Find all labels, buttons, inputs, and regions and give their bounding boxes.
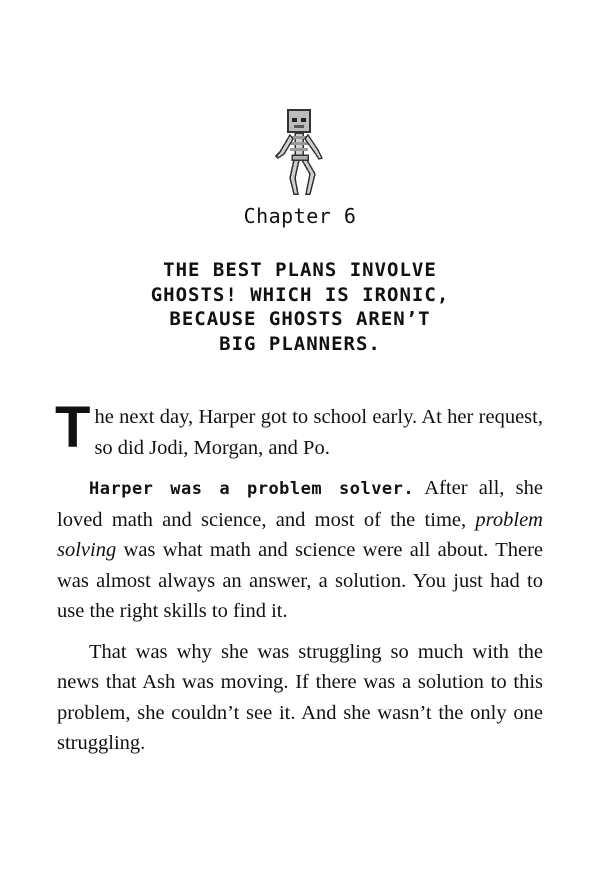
paragraph-3: [57, 637, 543, 759]
paragraph-1-text: he next day, Harper got to school early. At her request, so did Jodi, Morgan, and Po.: [94, 406, 543, 459]
chapter-title-line: BECAUSE GHOSTS AREN’T: [169, 308, 431, 330]
paragraph-2-text-a: After all, she loved math and science, and most of the time,: [57, 477, 543, 531]
paragraph-2-lead-in: Harper was a problem solver.: [89, 479, 415, 499]
chapter-title-line: THE BEST PLANS INVOLVE: [163, 259, 437, 281]
chapter-title-line: BIG PLANNERS.: [219, 332, 381, 355]
paragraph-1: [55, 395, 543, 463]
chapter-title: [100, 258, 500, 356]
chapter-body: [55, 395, 543, 769]
chapter-label: Chapter 6: [243, 204, 357, 228]
paragraph-2-text-b: was what math and science were all about. There was almost always an answer, a solution. You just had to use the right skills to find it.: [57, 539, 543, 622]
chapter-title-line: GHOSTS! WHICH IS IRONIC,: [150, 283, 450, 306]
paragraph-3-text: That was why she was struggling so much with the news that Ash was moving. If there was a solution to this problem, she couldn’t see it. And she wasn’t the only one struggling.: [57, 640, 543, 754]
paragraph-2: [57, 473, 543, 627]
paragraph-2-italic: problem solving: [57, 508, 543, 561]
skeleton-icon: [268, 108, 332, 198]
drop-cap: T: [55, 395, 91, 460]
